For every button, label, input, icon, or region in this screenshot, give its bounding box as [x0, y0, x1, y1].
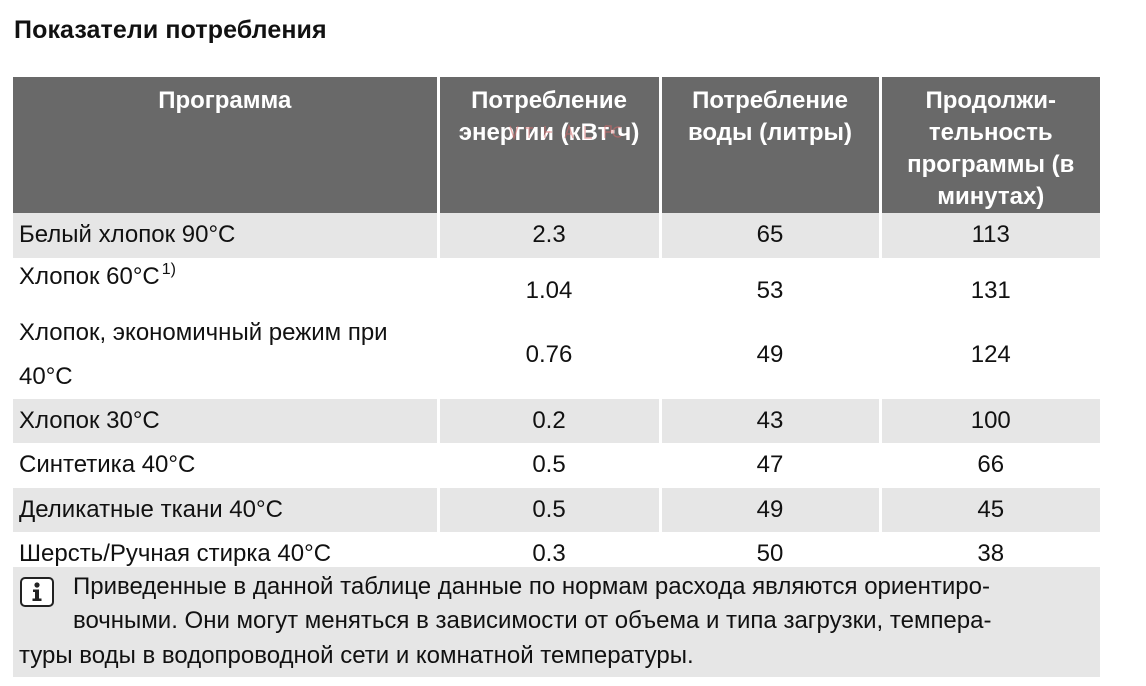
cell-program	[13, 311, 438, 399]
table-row	[13, 399, 1100, 444]
cell-water: 50	[660, 532, 880, 577]
cell-water: 49	[660, 311, 880, 399]
header-line: Потребление	[471, 87, 627, 114]
header-line: Продолжи-	[925, 87, 1057, 114]
table-header-row	[13, 77, 1100, 213]
header-line: программы (в	[907, 151, 1075, 178]
cell-program	[13, 443, 438, 488]
header-line: воды (литры)	[687, 119, 853, 146]
table-row	[13, 213, 1100, 258]
cell-energy: 0.2	[438, 399, 660, 444]
program-name: Хлопок 30°C	[19, 406, 160, 434]
info-icon	[20, 577, 54, 607]
cell-energy	[438, 258, 660, 311]
cell-program	[13, 213, 438, 258]
cell-water: 49	[660, 488, 880, 533]
page-title: Показатели потребления	[14, 16, 327, 44]
program-name-wrap	[19, 311, 431, 399]
cell-duration: 113	[880, 213, 1100, 258]
consumption-table	[13, 77, 1100, 577]
note-text-line: вочными. Они могут меняться в зависимости от объема и типа загрузки, темпера-	[73, 607, 992, 634]
cell-program	[13, 488, 438, 533]
program-name: Белый хлопок 90°C	[19, 221, 236, 249]
cell-energy: 0.3	[438, 532, 660, 577]
cell-energy: 0.5	[438, 488, 660, 533]
cell-energy: 2.3	[438, 213, 660, 258]
program-name-wrap	[19, 263, 176, 290]
header-line: тельность	[928, 119, 1053, 146]
table-row	[13, 443, 1100, 488]
cell-program	[13, 399, 438, 444]
faint-watermark	[505, 122, 635, 142]
note-text-line: туры воды в водопроводной сети и комнатной температуры.	[19, 642, 694, 669]
header-line: минутах)	[937, 183, 1045, 210]
program-name: Хлопок, экономичный режим при	[19, 318, 388, 346]
value: 53	[756, 277, 784, 304]
program-name: Шерсть/Ручная стирка 40°C	[19, 540, 332, 568]
cell-duration	[880, 258, 1100, 311]
cell-water: 43	[660, 399, 880, 444]
table-row	[13, 488, 1100, 533]
program-name: 40°C	[19, 362, 73, 390]
value: 1.04	[525, 277, 573, 304]
program-name: Синтетика 40°C	[19, 451, 196, 479]
cell-duration: 45	[880, 488, 1100, 533]
cell-program	[13, 258, 438, 311]
cell-water: 65	[660, 213, 880, 258]
info-note	[13, 567, 1100, 677]
cell-energy: 0.5	[438, 443, 660, 488]
header-water	[660, 77, 880, 213]
cell-duration: 66	[880, 443, 1100, 488]
program-name: Деликатные ткани 40°C	[19, 495, 283, 523]
header-line: Программа	[158, 87, 292, 114]
cell-duration: 100	[880, 399, 1100, 444]
header-duration	[880, 77, 1100, 213]
header-line: энергии (кВт·ч)	[458, 119, 640, 146]
value: 131	[970, 277, 1011, 304]
consumption-table-wrap	[13, 77, 1100, 577]
cell-energy: 0.76	[438, 311, 660, 399]
program-name: Хлопок 60°C	[19, 263, 160, 290]
header-energy	[438, 77, 660, 213]
header-line: Потребление	[692, 87, 848, 114]
cell-water	[660, 258, 880, 311]
header-program	[13, 77, 438, 213]
table-row	[13, 258, 1100, 311]
note-text-line: Приведенные в данной таблице данные по нормам расхода являются ориентиро-	[73, 573, 990, 600]
footnote-marker: 1)	[161, 261, 176, 278]
cell-water: 47	[660, 443, 880, 488]
cell-duration: 124	[880, 311, 1100, 399]
table-row	[13, 311, 1100, 399]
info-icon-glyph	[22, 579, 52, 605]
cell-duration: 38	[880, 532, 1100, 577]
